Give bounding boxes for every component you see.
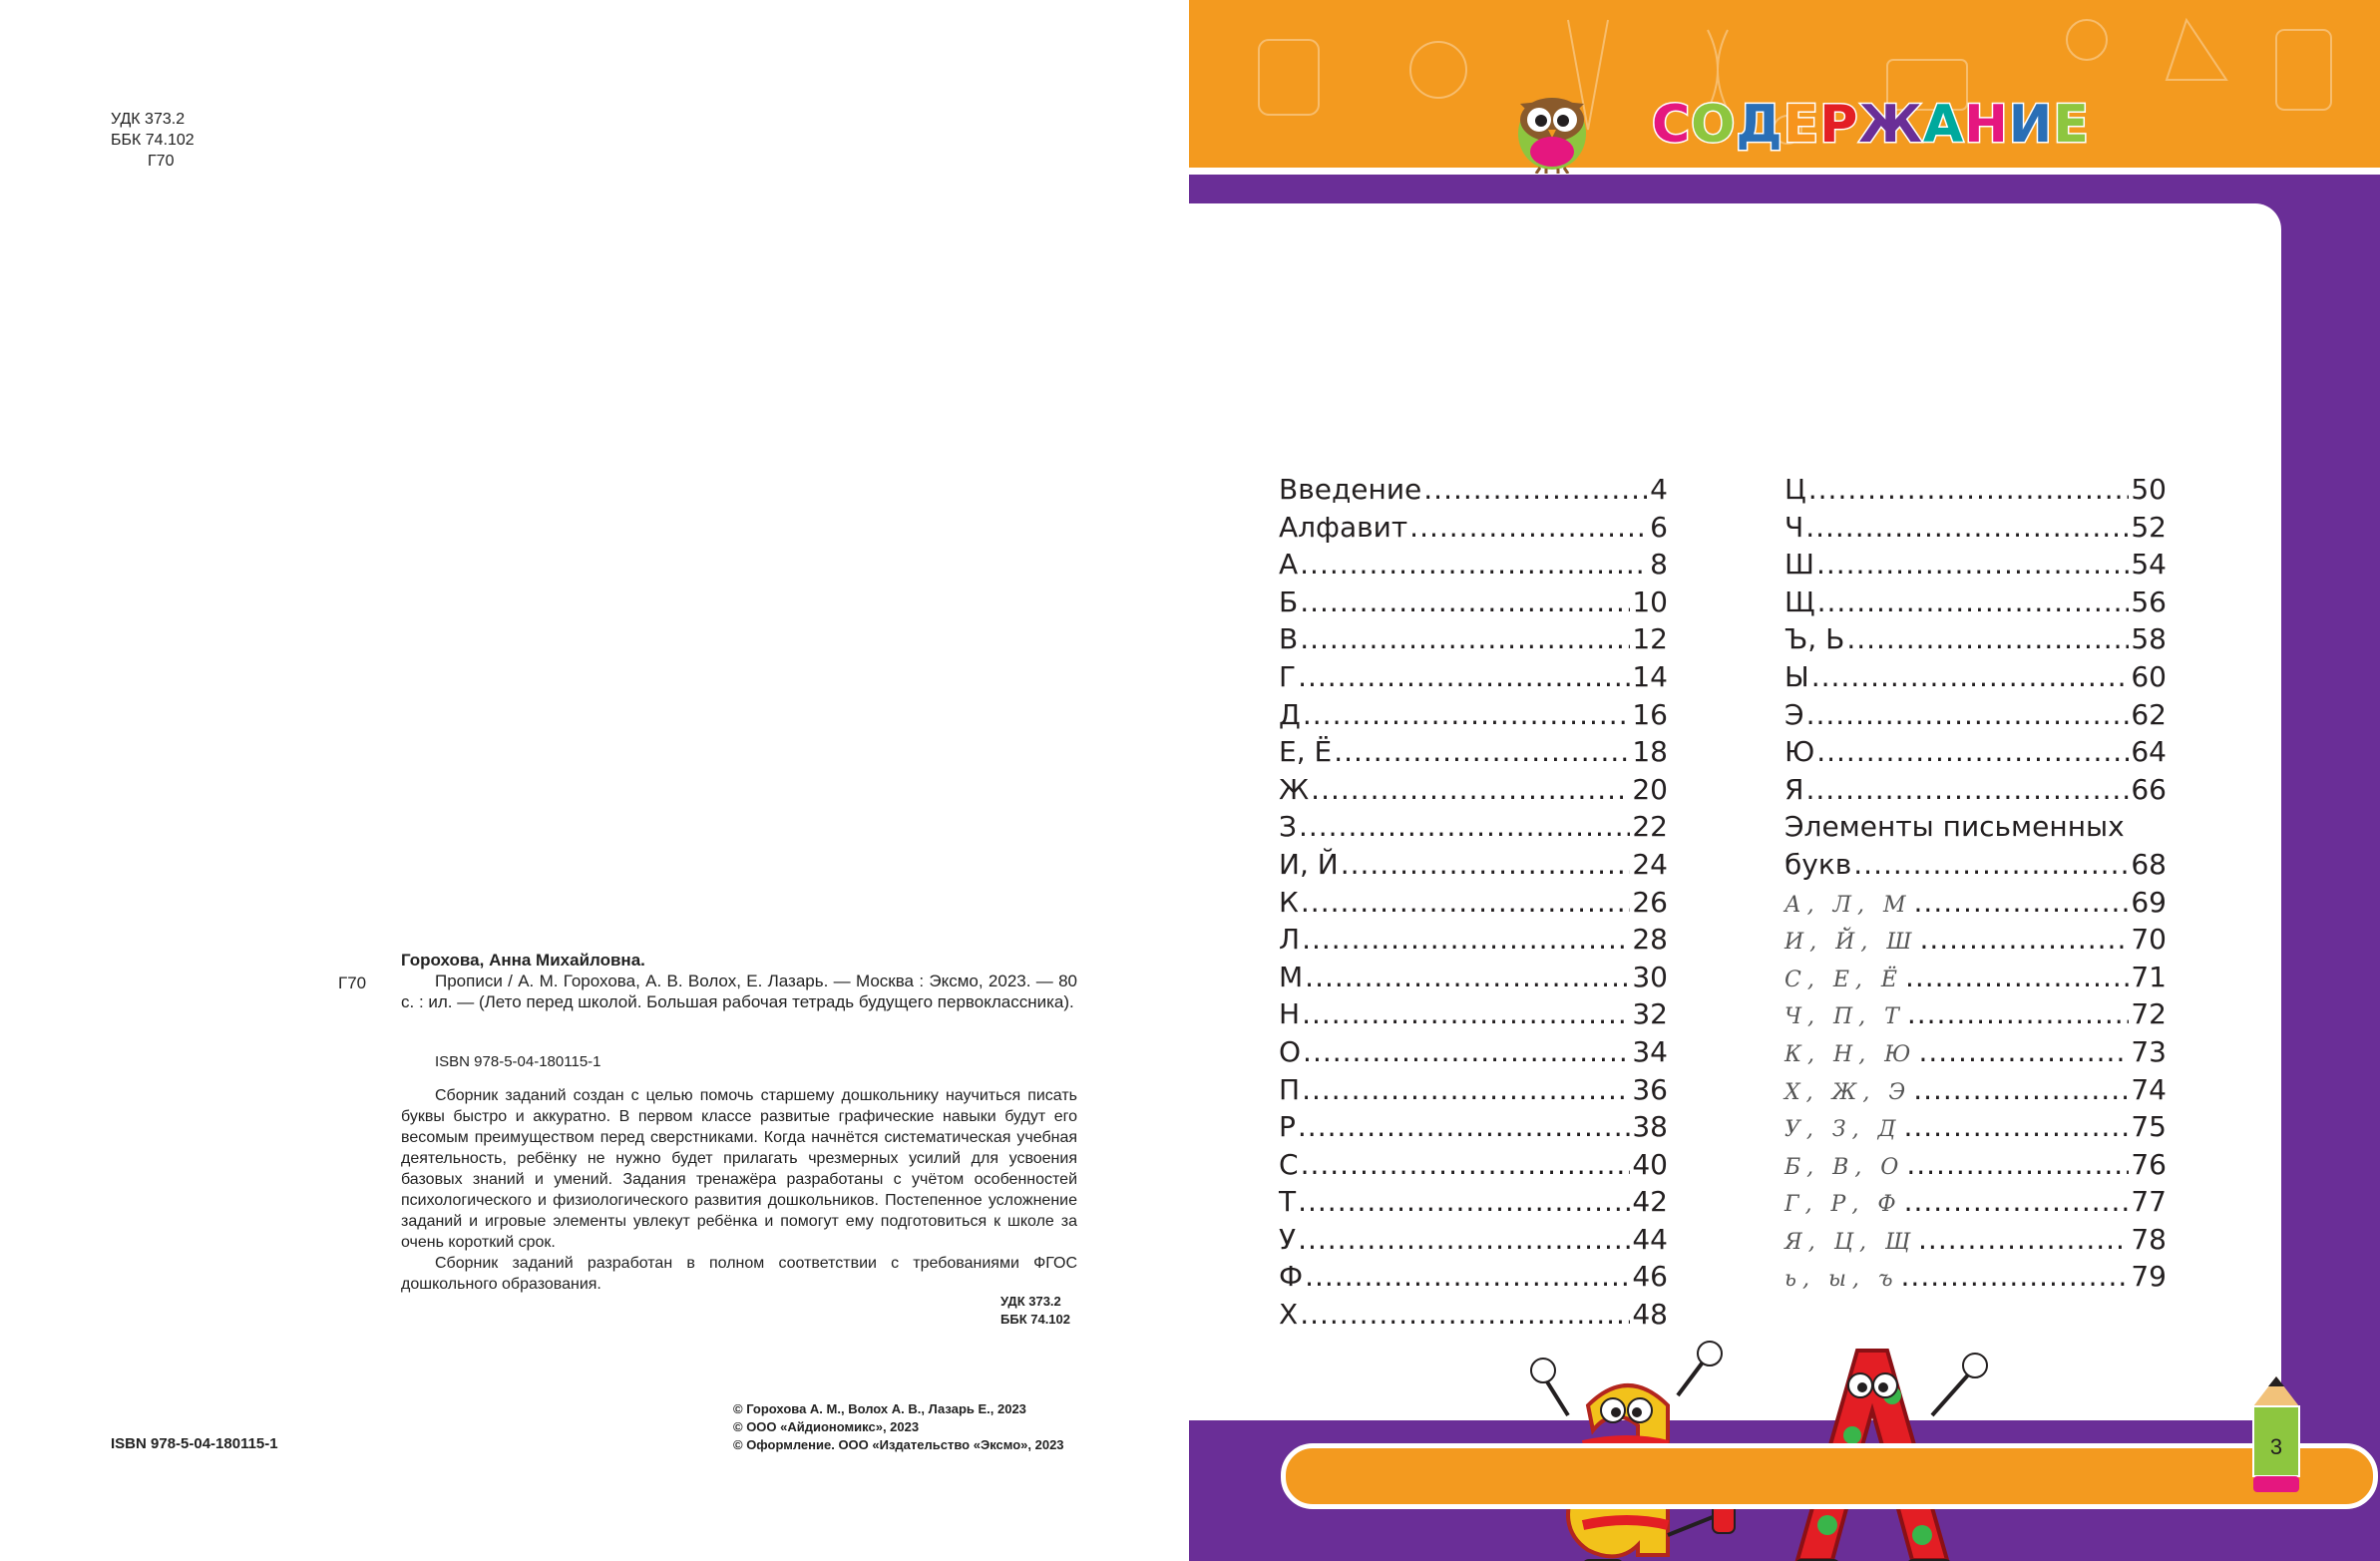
toc-entry <box>1785 773 2167 811</box>
toc-label: С <box>1279 1147 1299 1181</box>
toc-script-label: С, Е, Ё <box>1785 967 1903 992</box>
toc-entry <box>1279 997 1668 1035</box>
dot-leader <box>1904 1185 2130 1218</box>
toc-page: 64 <box>2131 735 2167 769</box>
toc-page: 69 <box>2131 885 2167 919</box>
toc-page: 78 <box>2131 1222 2167 1256</box>
page-number: 3 <box>2269 1434 2283 1459</box>
toc-page: 70 <box>2131 923 2167 957</box>
dot-leader <box>1914 886 2130 919</box>
toc-entry <box>1785 1148 2167 1186</box>
title-letter: О <box>1691 95 1737 155</box>
copyright-line: © Горохова А. М., Волох А. В., Лазарь Е., 2023 <box>733 1401 1026 1416</box>
toc-label: М <box>1279 960 1304 993</box>
toc-column-left <box>1279 473 1668 1336</box>
toc-label: Ы <box>1785 659 1809 693</box>
toc-entry <box>1785 886 2167 924</box>
toc-entry <box>1785 1110 2167 1148</box>
udk-block <box>111 109 195 172</box>
toc-entry <box>1785 997 2167 1035</box>
toc-label: Б <box>1279 585 1299 618</box>
toc-page: 6 <box>1650 510 1668 544</box>
toc-page: 44 <box>1632 1222 1668 1256</box>
copyright-line: © Оформление. ООО «Издательство «Эксмо», 2023 <box>733 1437 1064 1452</box>
toc-script-label: Ч, П, Т <box>1785 1004 1905 1030</box>
toc-page: 4 <box>1650 473 1668 506</box>
dot-leader <box>1919 923 2129 956</box>
isbn-bottom: ISBN 978-5-04-180115-1 <box>111 1435 278 1452</box>
annotation <box>401 1085 1077 1295</box>
toc-script-label: Я, Ц, Щ <box>1785 1229 1917 1255</box>
dot-leader <box>1811 660 2130 693</box>
dot-leader <box>1913 1073 2129 1106</box>
dot-leader <box>1302 997 1630 1030</box>
toc-label: В <box>1279 622 1299 656</box>
dot-leader <box>1300 1298 1630 1331</box>
toc-label: Введение <box>1279 473 1422 506</box>
toc-page: 30 <box>1632 960 1668 993</box>
toc-entry <box>1785 848 2167 886</box>
toc-script-label: Г, Р, Ф <box>1785 1192 1902 1218</box>
toc-entry <box>1279 1185 1668 1223</box>
dot-leader <box>1808 473 2130 506</box>
toc-label: Я <box>1785 772 1804 806</box>
imprint-page <box>0 0 1189 1561</box>
copyrights <box>733 1400 1064 1454</box>
toc-entry <box>1279 961 1668 998</box>
bibliographic-description: Прописи / А. М. Горохова, А. В. Волох, Е. Лазарь. — Москва : Эксмо, 2023. — 80 с. : ил. — (Лето перед школой. Большая рабочая тетрадь будущего первоклассника). <box>401 972 1077 1011</box>
dot-leader <box>1423 473 1648 506</box>
toc-page: 16 <box>1632 697 1668 731</box>
biblio-code: Г70 <box>338 974 367 992</box>
dot-leader <box>1905 961 2129 993</box>
toc-label: Х <box>1279 1298 1299 1332</box>
toc-page: 66 <box>2131 772 2167 806</box>
dot-leader <box>1301 886 1630 919</box>
toc-entry <box>1279 773 1668 811</box>
title-letter: С <box>1652 95 1692 155</box>
toc-label: У <box>1279 1222 1297 1256</box>
toc-label: Ж <box>1279 772 1310 806</box>
toc-page: 71 <box>2131 960 2167 993</box>
toc-page: 60 <box>2131 659 2167 693</box>
dot-leader <box>1300 622 1630 655</box>
toc-entry <box>1785 1035 2167 1073</box>
toc-entry <box>1785 1260 2167 1298</box>
dot-leader <box>1816 548 2129 581</box>
toc-label: Ц <box>1785 473 1806 506</box>
contents-panel <box>1189 203 2281 1420</box>
toc-label: К <box>1279 885 1299 919</box>
toc-page: 52 <box>2131 510 2167 544</box>
title-letter: Р <box>1819 95 1859 155</box>
contents-page <box>1189 0 2380 1561</box>
toc-entry <box>1279 1223 1668 1261</box>
toc-label: Ъ, Ь <box>1785 622 1845 656</box>
toc-entry <box>1279 1035 1668 1073</box>
toc-label: А <box>1279 548 1299 582</box>
title-letter: А <box>1923 95 1965 155</box>
dot-leader <box>1806 698 2130 731</box>
dot-leader <box>1907 997 2130 1030</box>
toc-entry <box>1279 848 1668 886</box>
toc-entry <box>1279 735 1668 773</box>
pencil-page-badge <box>2249 1376 2303 1496</box>
toc-page: 58 <box>2131 622 2167 656</box>
toc-label: О <box>1279 1034 1302 1068</box>
page-title <box>1652 95 2090 155</box>
toc-script-label: К, Н, Ю <box>1785 1041 1917 1067</box>
toc-entry <box>1785 1073 2167 1111</box>
toc-entry <box>1279 548 1668 585</box>
udk-right <box>1000 1293 1070 1329</box>
owl-icon <box>1510 82 1594 174</box>
toc-page: 72 <box>2131 997 2167 1031</box>
toc-page: 26 <box>1632 885 1668 919</box>
toc-entry <box>1785 1223 2167 1261</box>
dot-leader <box>1302 1073 1630 1106</box>
dot-leader <box>1409 511 1648 544</box>
toc-entry <box>1279 1298 1668 1336</box>
toc-label: Д <box>1279 697 1301 731</box>
toc-label: Ч <box>1785 510 1804 544</box>
toc-page: 24 <box>1632 847 1668 881</box>
dot-leader <box>1341 848 1631 881</box>
title-letter: Ж <box>1858 95 1924 155</box>
toc-script-label: И, Й, Ш <box>1785 930 1918 956</box>
toc-entry <box>1785 585 2167 623</box>
toc-page: 68 <box>2131 847 2167 881</box>
toc-page: 42 <box>1632 1185 1668 1219</box>
toc-label: Л <box>1279 923 1301 957</box>
toc-entry <box>1785 698 2167 736</box>
dot-leader <box>1311 773 1630 806</box>
toc-column-right <box>1785 473 2167 1298</box>
toc-page: 14 <box>1632 659 1668 693</box>
toc-script-label: А, Л, М <box>1785 892 1912 918</box>
toc-label: Т <box>1279 1185 1297 1219</box>
toc-entry <box>1785 473 2167 511</box>
dot-leader <box>1305 961 1630 993</box>
dot-leader <box>1298 1223 1630 1256</box>
toc-label: Э <box>1785 697 1804 731</box>
toc-entry <box>1785 622 2167 660</box>
toc-entry <box>1279 660 1668 698</box>
toc-label: З <box>1279 810 1297 844</box>
toc-page: 34 <box>1632 1034 1668 1068</box>
dot-leader <box>1299 810 1630 843</box>
toc-page: 48 <box>1632 1298 1668 1332</box>
dot-leader <box>1918 1035 2129 1068</box>
toc-entry <box>1785 923 2167 961</box>
dot-leader <box>1903 1110 2129 1143</box>
toc-entry <box>1279 698 1668 736</box>
toc-page: 46 <box>1632 1260 1668 1294</box>
toc-entry <box>1279 1110 1668 1148</box>
dot-leader <box>1302 923 1630 956</box>
dot-leader <box>1334 735 1630 768</box>
toc-page: 36 <box>1632 1072 1668 1106</box>
purple-strip <box>1189 175 2380 204</box>
toc-page: 56 <box>2131 585 2167 618</box>
toc-script-label: Х, Ж, Э <box>1785 1079 1912 1105</box>
toc-entry <box>1279 886 1668 924</box>
toc-entry <box>1279 622 1668 660</box>
toc-entry <box>1279 810 1668 848</box>
toc-entry <box>1279 511 1668 549</box>
toc-page: 10 <box>1632 585 1668 618</box>
bbk-line: ББК 74.102 <box>1000 1312 1070 1327</box>
toc-page: 32 <box>1632 997 1668 1031</box>
dot-leader <box>1298 1110 1630 1143</box>
toc-entry <box>1785 961 2167 998</box>
toc-script-label: Б, В, О <box>1785 1154 1905 1180</box>
footer-band <box>1281 1443 2378 1509</box>
toc-label: Ф <box>1279 1260 1304 1294</box>
toc-script-label: У, З, Д <box>1785 1117 1902 1143</box>
toc-entry <box>1279 473 1668 511</box>
toc-page: 38 <box>1632 1110 1668 1144</box>
isbn-small: ISBN 978-5-04-180115-1 <box>435 1053 601 1070</box>
toc-page: 62 <box>2131 697 2167 731</box>
toc-page: 8 <box>1650 548 1668 582</box>
author-code: Г70 <box>148 153 175 170</box>
title-letter: Н <box>1964 95 2009 155</box>
toc-page: 22 <box>1632 810 1668 844</box>
toc-label: Алфавит <box>1279 510 1408 544</box>
toc-page: 75 <box>2131 1110 2167 1144</box>
toc-entry <box>1785 735 2167 773</box>
dot-leader <box>1303 1035 1630 1068</box>
toc-label: Г <box>1279 659 1297 693</box>
toc-entry <box>1785 511 2167 549</box>
toc-entry <box>1279 1260 1668 1298</box>
annotation-paragraph: Сборник заданий создан с целью помочь старшему дошкольнику научиться писать буквы быстро и аккуратно. В первом классе развитые графические навыки будут его весомым преимуществом перед сверстниками. Когда начнётся систематическая учебная деятельность, ребёнку не нужно будет прилагать чрезмерных усилий для усвоения базовых знаний и умений. Задания тренажёра разработаны с учётом особенностей психологического и физиологического развития дошкольников. Постепенное усложнение заданий и игровые элементы увлекут ребёнка и помогут ему подготовиться к школе за очень короткий срок. <box>401 1087 1077 1251</box>
dot-leader <box>1816 735 2129 768</box>
toc-page: 77 <box>2131 1185 2167 1219</box>
bibliographic-record <box>401 950 1077 1012</box>
dot-leader <box>1303 698 1630 731</box>
toc-page: 12 <box>1632 622 1668 656</box>
udk-line: УДК 373.2 <box>111 111 186 128</box>
dot-leader <box>1805 511 2129 544</box>
toc-label: Ю <box>1785 735 1815 769</box>
toc-page: 54 <box>2131 548 2167 582</box>
dot-leader <box>1918 1223 2129 1256</box>
toc-page: 79 <box>2131 1260 2167 1294</box>
toc-entry <box>1785 1185 2167 1223</box>
toc-entry <box>1279 585 1668 623</box>
toc-entry <box>1279 923 1668 961</box>
toc-label: букв <box>1785 847 1852 881</box>
toc-page: 18 <box>1632 735 1668 769</box>
title-letter: Е <box>1783 95 1820 155</box>
toc-script-label: ь, ы, ъ <box>1785 1267 1899 1293</box>
toc-entry <box>1785 548 2167 585</box>
title-letter: Е <box>2053 95 2090 155</box>
toc-page: 76 <box>2131 1147 2167 1181</box>
toc-label: Е, Ё <box>1279 735 1333 769</box>
dot-leader <box>1853 848 2129 881</box>
toc-page: 20 <box>1632 772 1668 806</box>
toc-entry <box>1279 1148 1668 1186</box>
toc-page: 73 <box>2131 1034 2167 1068</box>
dot-leader <box>1298 1185 1630 1218</box>
toc-entry <box>1279 1073 1668 1111</box>
author-name: Горохова, Анна Михайловна. <box>401 951 645 970</box>
title-letter: И <box>2008 95 2054 155</box>
dot-leader <box>1305 1260 1630 1293</box>
toc-label: П <box>1279 1072 1301 1106</box>
toc-label: Щ <box>1785 585 1815 618</box>
toc-label: И, Й <box>1279 847 1339 881</box>
dot-leader <box>1817 585 2130 618</box>
dot-leader <box>1300 585 1630 618</box>
udk-line: УДК 373.2 <box>1000 1294 1061 1309</box>
dot-leader <box>1300 548 1648 581</box>
dot-leader <box>1298 660 1630 693</box>
toc-label-line: Элементы письменных <box>1785 810 2125 844</box>
bbk-line: ББК 74.102 <box>111 132 195 149</box>
annotation-paragraph: Сборник заданий разработан в полном соответствии с требованиями ФГОС дошкольного образования. <box>401 1255 1077 1293</box>
toc-page: 74 <box>2131 1072 2167 1106</box>
toc-entry <box>1785 660 2167 698</box>
toc-page: 40 <box>1632 1147 1668 1181</box>
toc-page: 28 <box>1632 923 1668 957</box>
toc-label: Р <box>1279 1110 1296 1144</box>
copyright-line: © ООО «Айдиономикс», 2023 <box>733 1419 920 1434</box>
dot-leader <box>1901 1260 2130 1293</box>
toc-label: Н <box>1279 997 1301 1031</box>
toc-page: 50 <box>2131 473 2167 506</box>
dot-leader <box>1846 622 2129 655</box>
toc-label: Ш <box>1785 548 1814 582</box>
title-letter: Д <box>1736 95 1784 155</box>
dot-leader <box>1906 1148 2129 1181</box>
dot-leader <box>1805 773 2129 806</box>
dot-leader <box>1301 1148 1631 1181</box>
